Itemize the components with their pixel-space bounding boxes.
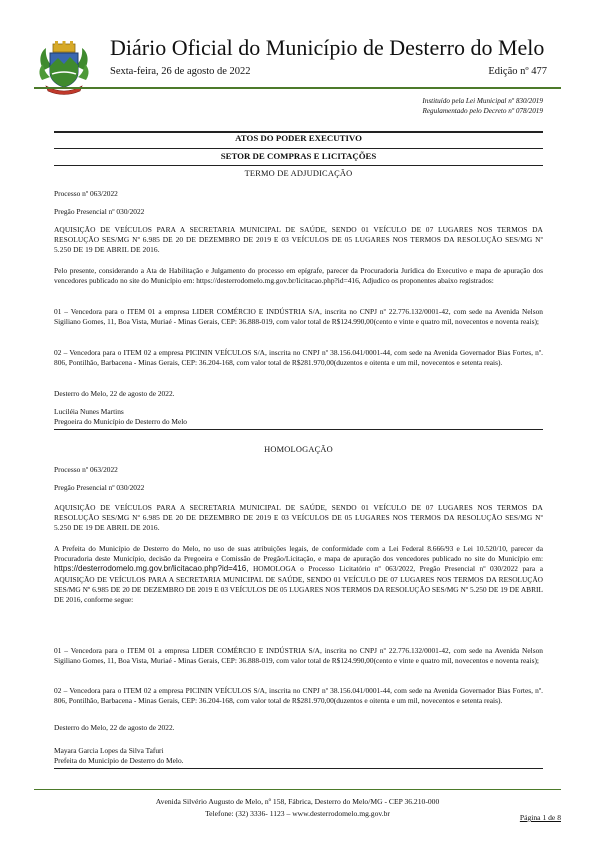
section-box-mid-rule (54, 148, 543, 149)
section-subtitle: SETOR DE COMPRAS E LICITAÇÕES (220, 151, 377, 161)
section-box-bottom-rule (54, 165, 543, 166)
homologacao-processo: Processo nº 063/2022 (54, 465, 118, 474)
homologacao-pregao: Pregão Presencial nº 030/2022 (54, 483, 145, 492)
institution-note: Instituído pela Lei Municipal nº 830/2019 (422, 97, 543, 105)
homologacao-item-2: 02 – Vencedora para o ITEM 02 a empresa PICININ VEÍCULOS S/A, inscrita no CNPJ nº 38.156.041/0001-44, com sede na Avenida Governador Bias Fortes, nº. 806, Pontilhão, Barbacena - Minas Gerais, CEP: 36.204-168, com valor total de R$281.970,00(duzentos e oitenta e um mil, novecentos e setenta reais). (54, 686, 543, 706)
homologacao-signer-name: Mayara Garcia Lopes da Silva Tafuri (54, 746, 164, 755)
homologacao-intro-url[interactable]: https://desterrodomelo.mg.gov.br/licitacao.php?id=416, (54, 564, 249, 574)
regulation-note: Regulamentado pelo Decreto nº 078/2019 (422, 107, 543, 115)
homologacao-date: Desterro do Melo, 22 de agosto de 2022. (54, 723, 175, 732)
adjudicacao-item-2: 02 – Vencedora para o ITEM 02 a empresa PICININ VEÍCULOS S/A, inscrita no CNPJ nº 38.156.041/0001-44, com sede na Avenida Governador Bias Fortes, nº. 806, Pontilhão, Barbacena - Minas Gerais, CEP: 36.204-168, com valor total de R$281.970,00(duzentos e oitenta e um mil, novecentos e setenta reais). (54, 348, 543, 368)
adjudicacao-date: Desterro do Melo, 22 de agosto de 2022. (54, 389, 175, 398)
adjudicacao-item-1: 01 – Vencedora para o ITEM 01 a empresa LIDER COMÉRCIO E INDÚSTRIA S/A, inscrita no CNPJ nº 22.776.132/0001-42, com sede na Avenida Nelson Sigiliano Gomes, 11, Boa Vista, Muriaé - Minas Gerais, CEP: 36.888-019, com valor total de R$124.990,00(cento e vinte e quatro mil, novecentos e noventa reais); (54, 307, 543, 327)
homologacao-signer-role: Prefeita do Município de Desterro do Melo. (54, 756, 184, 765)
footer-divider (34, 789, 561, 790)
homologacao-heading: HOMOLOGAÇÃO (264, 445, 333, 454)
adjudicacao-signature-rule (54, 429, 543, 430)
section-title: ATOS DO PODER EXECUTIVO (235, 133, 362, 143)
adjudicacao-intro: Pelo presente, considerando a Ata de Habilitação e Julgamento do processo em epígrafe, parecer da Procuradoria Jurídica do Executivo e mapa de apuração dos vencedores publicado no site do Município em: https://desterrodomelo.mg.gov.br/licitacao.php?id=416, Adjudico os proponentes abaixo registrados: (54, 266, 543, 286)
adjudicacao-signer-name: Luciléia Nunes Martins (54, 407, 124, 416)
adjudicacao-pregao: Pregão Presencial nº 030/2022 (54, 207, 145, 216)
footer-address: Avenida Silvério Augusto de Melo, nº 158, Fábrica, Desterro do Melo/MG - CEP 36.210-000 (155, 797, 440, 806)
homologacao-objeto: AQUISIÇÃO DE VEÍCULOS PARA A SECRETARIA MUNICIPAL DE SAÚDE, SENDO 01 VEÍCULO DE 07 LUGARES NOS TERMOS DA RESOLUÇÃO SES/MG Nº 6.985 DE 20 DE DEZEMBRO DE 2019 E 03 VEÍCULOS DE 05 LUGARES NOS TERMOS DA RESOLUÇÃO SES/MG Nº 5.250 DE 19 DE ABRIL DE 2016. (54, 503, 543, 533)
publication-date: Sexta-feira, 26 de agosto de 2022 (110, 66, 251, 77)
newspaper-title: Diário Oficial do Município de Desterro do Melo (110, 35, 545, 60)
edition-number: Edição nº 477 (488, 66, 547, 77)
page-number: Página 1 de 8 (519, 813, 561, 822)
adjudicacao-processo: Processo nº 063/2022 (54, 189, 118, 198)
adjudicacao-signer-role: Pregoeira do Município de Desterro do Melo (54, 417, 187, 426)
adjudicacao-objeto: AQUISIÇÃO DE VEÍCULOS PARA A SECRETARIA MUNICIPAL DE SAÚDE, SENDO 01 VEÍCULO DE 07 LUGARES NOS TERMOS DA RESOLUÇÃO SES/MG Nº 6.985 DE 20 DE DEZEMBRO DE 2019 E 03 VEÍCULOS DE 05 LUGARES NOS TERMOS DA RESOLUÇÃO SES/MG Nº 5.250 DE 19 DE ABRIL DE 2016. (54, 225, 543, 255)
homologacao-item-1: 01 – Vencedora para o ITEM 01 a empresa LIDER COMÉRCIO E INDÚSTRIA S/A, inscrita no CNPJ nº 22.776.132/0001-42, com sede na Avenida Nelson Sigiliano Gomes, 11, Boa Vista, Muriaé - Minas Gerais, CEP: 36.888-019, com valor total de R$124.990,00(cento e vinte e quatro mil, novecentos e noventa reais); (54, 646, 543, 666)
homologacao-intro (54, 544, 543, 605)
footer-contact: Telefone: (32) 3336- 1123 – www.desterrodomelo.mg.gov.br (205, 809, 390, 818)
homologacao-signature-rule (54, 768, 543, 769)
header-divider (34, 87, 561, 89)
municipal-crest-logo (36, 40, 92, 98)
adjudicacao-heading: TERMO DE ADJUDICAÇÃO (244, 169, 353, 178)
homologacao-intro-part-b: HOMOLOGA o Processo Licitatório nº 063/2022, Pregão Presencial nº 030/2022 para a AQUISIÇÃO DE VEÍCULOS PARA A SECRETARIA MUNICIPAL DE SAÚDE, SENDO 01 VEÍCULO DE 07 LUGARES NOS TERMOS DA RESOLUÇÃO SES/MG Nº 6.985 DE 20 DE DEZEMBRO DE 2019 E 03 VEÍCULOS DE 05 LUGARES NOS TERMOS DA RESOLUÇÃO SES/MG Nº 5.250 DE 19 DE ABRIL DE 2016, conforme segue: (54, 564, 543, 605)
homologacao-intro-part-a: A Prefeita do Município de Desterro do Melo, no uso de suas atribuições legais, de conformidade com a Lei Federal 8.666/93 e Lei 10.520/10, parecer da Procuradoria deste Município, decisão da Pregoeira e Comissão de Pregão/Licitação, e mapa de apuração dos vencedores publicado no site do Município em: (54, 544, 543, 564)
